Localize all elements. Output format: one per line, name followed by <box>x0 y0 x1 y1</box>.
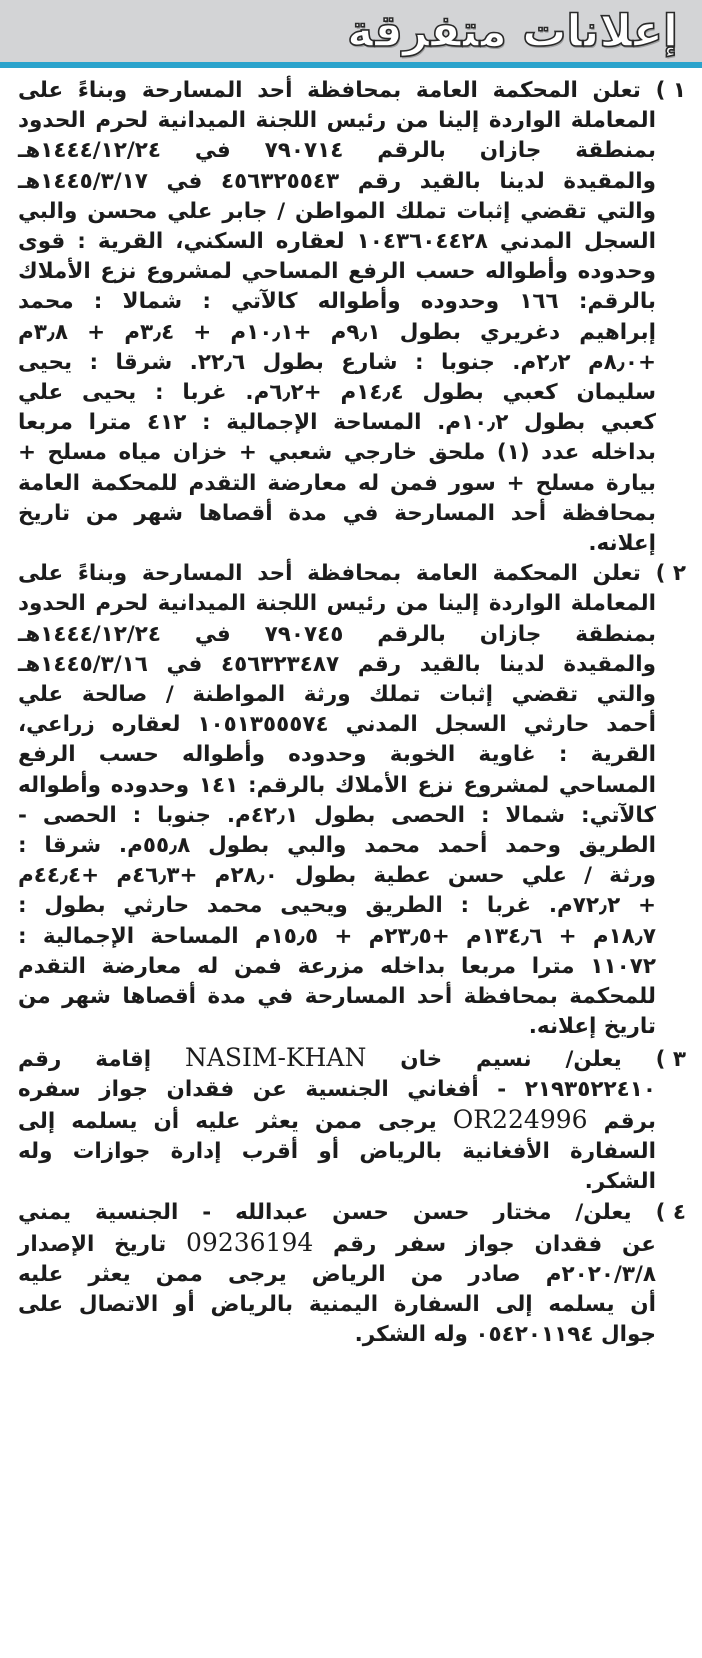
ad-number: ٣ ) <box>655 1046 686 1072</box>
ad-line: الطريق وحمد أحمد محمد والبي بطول ٥٥٫٨م. شرقا : <box>18 833 656 859</box>
ad-line: بمنطقة جازان بالرقم ٧٩٠٧١٤ في ١٤٤٤/١٢/٢٤هـ <box>18 138 656 164</box>
ad-line: إعلانه. <box>588 531 656 557</box>
ad-line: ١ ) تعلن المحكمة العامة بمحافظة أحد المسارحة وبناءً على <box>18 76 686 106</box>
ad-line: ورثة / علي حسن عطية بطول ٢٨٫٠م +٤٦٫٣م +٤٤٫٤م <box>18 863 657 889</box>
ad-line: أحمد حارثي السجل المدني ١٠٥١٣٥٥٥٧٤ لعقاره زراعي، <box>18 712 656 738</box>
ad-line: عن فقدان جواز سفر رقم 09236194 تاريخ الإصدار <box>18 1227 656 1257</box>
ad-line: أن يسلمه إلى السفارة اليمنية بالرياض أو الاتصال على <box>18 1292 656 1318</box>
ad-line: بمحافظة أحد المسارحة في مدة أقصاها شهر من تاريخ <box>18 500 656 526</box>
ad-line: المعاملة الواردة إلينا من رئيس اللجنة الميدانية لحرم الحدود <box>18 108 656 134</box>
ad-line: ٣ ) يعلن/ نسيم خان NASIM-KHAN إقامة رقم <box>18 1043 686 1075</box>
ad-line: السجل المدني ١٠٤٣٦٠٤٤٢٨ لعقاره السكني، القرية : قوى <box>18 229 656 255</box>
ad-line: ٢ ) تعلن المحكمة العامة بمحافظة أحد المسارحة وبناءً على <box>18 559 686 589</box>
ad-line: وحدوده وأطواله حسب الرفع المساحي لمشروع نزع الأملاك <box>18 259 656 285</box>
ad-line: ١١٠٧٢ مترا مربعا بداخله مزرعة فمن له معارضة التقدم <box>18 953 656 979</box>
ad-line: القرية : غاوية الخوبة وحدوده وأطواله حسب الرفع <box>18 742 656 768</box>
ad-line: والتي تقضي إثبات تملك المواطن / جابر علي محسن والبي <box>18 198 656 224</box>
ad-line: والتي تقضي إثبات تملك ورثة المواطنة / صالحة علي <box>18 682 656 708</box>
passport-number: OR224996 <box>452 1104 588 1134</box>
ads-content <box>0 68 702 1351</box>
ad-line: تاريخ إعلانه. <box>528 1014 656 1040</box>
ad-line: كالآتي: شمالا : الحصى بطول ٤٢٫١م. جنوبا : الحصى - <box>18 802 656 828</box>
ad-line: + ٧٢٫٢م. غربا : الطريق ويحيى محمد حارثي بطول : <box>18 893 656 919</box>
ad-item-3 <box>18 1043 686 1198</box>
ad-line: بالرقم: ١٦٦ وحدوده وأطواله كالآتي : شمالا : محمد <box>18 289 656 315</box>
ad-line: ٤ ) يعلن/ مختار حسن حسن عبدالله - الجنسية يمني <box>18 1198 686 1228</box>
passport-number: 09236194 <box>186 1227 314 1257</box>
section-header <box>0 0 702 62</box>
ad-line: ٢٠٢٠/٣/٨م صادر من الرياض يرجى ممن يعثر عليه <box>18 1261 656 1287</box>
ad-line: ١٨٫٧م + ١٣٤٫٦م +٢٣٫٥م + ١٥٫٥م المساحة الإجمالية : <box>18 923 656 949</box>
ad-line: جوال ٠٥٤٢٠١١٩٤ وله الشكر. <box>354 1322 656 1348</box>
ad-line: كعبي بطول ١٠٫٢م. المساحة الإجمالية : ٤١٢ مترا مربعا <box>18 410 656 436</box>
ad-line: ٢١٩٣٥٢٢٤١٠ - أفغاني الجنسية عن فقدان جواز سفره <box>18 1076 656 1102</box>
section-title: إعلانات متفرقة <box>347 6 678 57</box>
ad-number: ٤ ) <box>655 1199 686 1225</box>
ad-line: بداخله عدد (١) ملحق خارجي شعبي + خزان مياه مسلح + <box>18 440 656 466</box>
ad-line: الشكر. <box>584 1169 656 1195</box>
ad-line: والمقيدة لدينا بالقيد رقم ٤٥٦٣٢٣٤٨٧ في ١٤٤٥/٣/١٦هـ <box>18 651 656 677</box>
ad-line: المعاملة الواردة إلينا من رئيس اللجنة الميدانية لحرم الحدود <box>18 591 656 617</box>
ad-line: والمقيدة لدينا بالقيد رقم ٤٥٦٣٢٥٥٤٣ في ١٤٤٥/٣/١٧هـ <box>18 168 656 194</box>
ad-item-2 <box>18 559 686 1042</box>
ad-line: بيارة مسلح + سور فمن له معارضة التقدم للمحكمة العامة <box>18 470 656 496</box>
ad-number: ١ ) <box>655 78 686 103</box>
ad-line: سليمان كعبي بطول ١٤٫٤م +٦٫٢م. غربا : يحيى علي <box>18 380 656 406</box>
ad-line: السفارة الأفغانية بالرياض أو أقرب إدارة جوازات وله <box>18 1139 656 1165</box>
ad-line: +٨٫٠م ٢٫٢م. جنوبا : شارع بطول ٢٢٫٦. شرقا : يحيى <box>18 349 656 375</box>
ad-item-1 <box>18 76 686 559</box>
ad-number: ٢ ) <box>655 561 686 587</box>
ad-line: للمحكمة بمحافظة أحد المسارحة في مدة أقصاها شهر من <box>18 984 656 1010</box>
ad-line: إبراهيم دغريري بطول ٩٫١م +١٠٫١م + ٣٫٤م + ٣٫٨م <box>18 319 656 345</box>
ad-line: برقم OR224996 يرجى ممن يعثر عليه أن يسلمه إلى <box>18 1104 656 1134</box>
ad-line: بمنطقة جازان بالرقم ٧٩٠٧٤٥ في ١٤٤٤/١٢/٢٤هـ <box>18 621 656 647</box>
ad-line: المساحي لمشروع نزع الأملاك بالرقم: ١٤١ وحدوده وأطواله <box>18 772 656 798</box>
ad-item-4 <box>18 1198 686 1351</box>
person-name-latin: NASIM-KHAN <box>184 1042 367 1072</box>
